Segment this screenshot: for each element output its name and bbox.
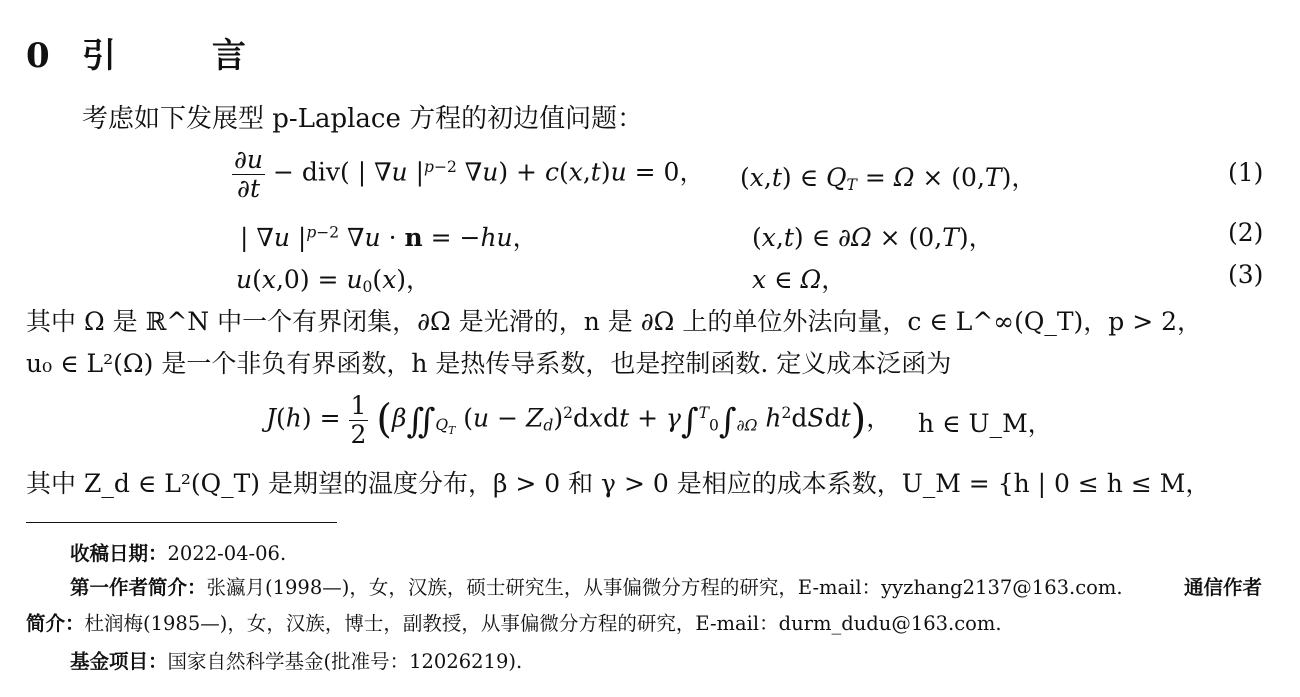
paragraph-1-line-1: 其中 Ω 是 ℝ^N 中一个有界闭集，∂Ω 是光滑的，n 是 ∂Ω 上的单位外法向量，c ∈ L^∞(Q_T)，p > 2， — [26, 307, 1203, 336]
paragraph-1-line-2: u₀ ∈ L²(Ω) 是一个非负有界函数，h 是热传导系数，也是控制函数. 定义成本泛函为 — [26, 349, 952, 378]
footnote-fund — [70, 646, 522, 674]
fund-value: 国家自然科学基金(批准号：12026219). — [167, 650, 523, 673]
equation-1-number: (1) — [1228, 158, 1264, 187]
equation-3-number: (3) — [1228, 260, 1264, 289]
equation-2-lhs: | ∇u $|^{p-2}$ ∇u · n = −hu， — [240, 223, 538, 252]
section-heading — [26, 28, 288, 77]
equation-2-domain: (x,t) ∈ ∂Ω × (0,T)， — [752, 223, 994, 252]
paragraph-2-line-1: 其中 Z_d ∈ L²(Q_T) 是期望的温度分布，β > 0 和 γ > 0 是相应的成本系数，U_M = {h | 0 ≤ h ≤ M， — [26, 469, 1211, 498]
footnote-divider — [26, 522, 337, 523]
equation-2-number: (2) — [1228, 218, 1264, 247]
equation-1-domain: (x,t) ∈ QT = Ω × (0,T)， — [740, 163, 1037, 194]
corresponding-label-a: 通信作者 — [1184, 576, 1263, 599]
equation-3-lhs: u(x,0) = u0(x)， — [236, 265, 432, 296]
equation-1-lhs: $\frac{\partial u}{\partial t}$ − div( | ∇u $|^{p-2}$ ∇u) + c(x,t)u = 0， — [234, 145, 705, 203]
corresponding-value: 杜润梅(1985—)，女，汉族，博士，副教授，从事偏微分方程的研究，E-mail：durm_dudu@163.com. — [84, 612, 1002, 635]
footnote-first-author — [70, 572, 1123, 600]
footnote-received — [70, 538, 286, 566]
first-author-value: 张瀛月(1998—)，女，汉族，硕士研究生，从事偏微分方程的研究，E-mail：yyzhang2137@163.com. — [206, 576, 1123, 599]
equation-3-domain: x ∈ Ω， — [752, 265, 847, 294]
functional-domain: h ∈ U_M， — [918, 409, 1053, 438]
fund-label: 基金项目： — [70, 650, 168, 673]
section-title: 引 言 — [82, 36, 288, 76]
first-author-label: 第一作者简介： — [70, 576, 207, 599]
received-label: 收稿日期： — [70, 542, 168, 565]
section-number: 0 — [26, 36, 51, 76]
corresponding-label-b: 简介： — [26, 612, 85, 635]
cost-functional: J(h) = $\frac{1}{2}$ ($\beta∬Q_T$ $(u - Zd)^2dxdt + \gamma\int^T0\int\partial\Omega$ $h^2dSdt$)， — [266, 391, 892, 449]
intro-text: 考虑如下发展型 p-Laplace 方程的初边值问题： — [82, 104, 644, 134]
received-value: 2022-04-06. — [167, 542, 287, 565]
footnote-corresponding — [26, 608, 1002, 636]
